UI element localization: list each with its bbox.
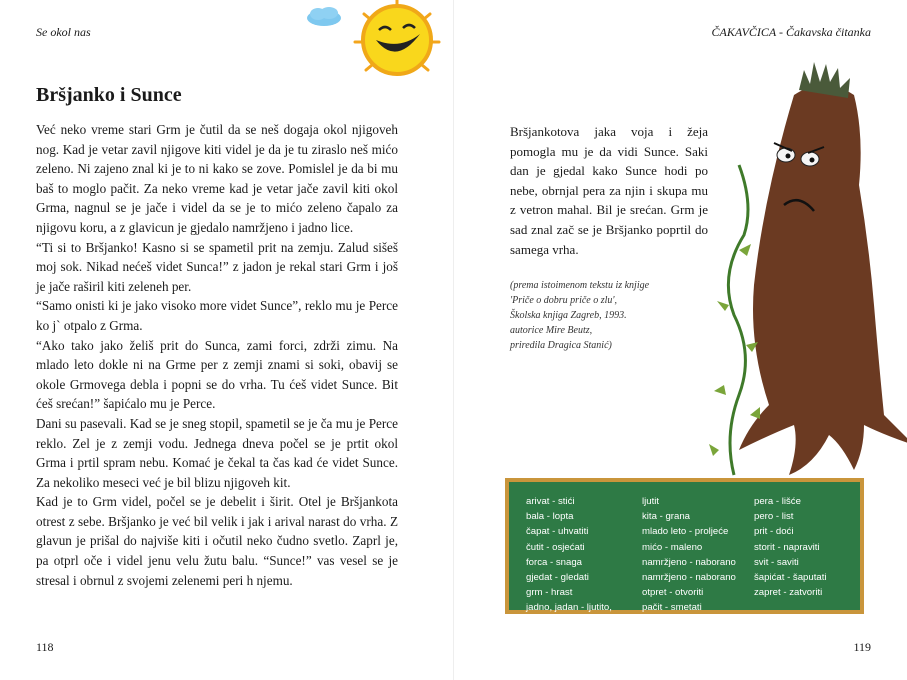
story-title: Bršjanko i Sunce — [36, 84, 182, 106]
glossary-entry: pero - list — [754, 511, 794, 523]
glossary-entry: čapat - uhvatiti — [526, 526, 589, 538]
glossary-entry: svit - saviti — [754, 556, 799, 568]
citation-line: Školska knjiga Zagreb, 1993. — [510, 310, 627, 321]
glossary-entry: storit - napraviti — [754, 541, 820, 553]
citation-line: 'Priče o dobru priče o zlu', — [510, 295, 618, 306]
glossary-column-2 — [642, 494, 736, 616]
glossary-entry: šapićat - šaputati — [754, 572, 827, 584]
glossary-board — [505, 478, 864, 614]
glossary-entry: gjedat - gledati — [526, 572, 589, 584]
glossary-entry: prit - doći — [754, 526, 794, 538]
page-number-right: 119 — [853, 640, 871, 654]
glossary-entry: arivat - stići — [526, 496, 575, 507]
story-paragraph: Već neko vreme stari Grm je čutil da se neš dogaja okol njigoveh nog. Kad je vetar zavil njigove kiti videl je da je tu ziraslo neš mićo zeleno. Ni zajeno znal ki je to ni kako se zove. Pomislel je da bi mu baš to moglo pačit. Za neko vreme kad je vetar jače zavil kiti okol Grma, nagnul se je jače i videl da se je to mićo zeleno čapalo za njigovu koru, a z glavicun je gjedalo namržjeno i jadno lice. — [36, 122, 398, 235]
running-title-right: ČAKAVČICA - Čakavska čitanka — [711, 25, 871, 39]
glossary-entry: otpret - otvoriti — [642, 587, 704, 599]
story-paragraph: “Ti si to Bršjanko! Kasno si se spametil prit na zemju. Zalud sišeš moj sok. Nikad nećeš videt Sunca!” z jadon je rekal stari Grm i još je jače raširil kiti zeleneh per. — [36, 239, 398, 294]
citation-line: priredila Dragica Stanić) — [510, 340, 612, 351]
glossary-entry: kita - grana — [642, 511, 690, 523]
glossary-entry: ljutit — [642, 496, 660, 507]
glossary-entry: mićo - maleno — [642, 541, 703, 553]
running-title-left: Se okol nas — [36, 25, 91, 39]
story-body — [36, 120, 398, 590]
glossary-entry: pačit - smetati — [642, 602, 702, 614]
glossary-column-1 — [526, 494, 612, 616]
glossary-entry: grm - hrast — [526, 587, 573, 599]
glossary-column-3 — [754, 494, 827, 600]
glossary-entry: namržjeno - naborano — [642, 556, 736, 568]
story-paragraph: Kad je to Grm videl, počel se je debelit i širit. Otel je Bršjankota otrest z sebe. Bršjanko je već bil velik i jak i arival narast do vrha. Z glavun je prišal do najviše kiti i očutil neko čudno svetlo. Zaprl je, pa otprl oče i videl jenu velu žutu balu. “Sunce!” vas vesel se je stresal i obrnul z svojemi zelenemi peri h njemu. — [36, 494, 398, 588]
page-gutter — [453, 0, 454, 680]
story-ending-paragraph: Bršjankotova jaka voja i žeja pomogla mu je da vidi Sunce. Saki dan je gjedal kako Sunce hodi po nebe, obrnjal pera za njin i skupa mu z vetron mahal. Bil je srećan. Grm je sad znal zač se je Bršjanko poprtil do samega vrha. — [510, 124, 708, 257]
glossary-entry: namržjeno - naborano — [642, 572, 736, 584]
citation-line: autorice Mire Beutz, — [510, 325, 593, 336]
cloud-illustration — [305, 5, 343, 27]
glossary-entry: pera - lišće — [754, 496, 801, 507]
ivy-illustration — [728, 165, 748, 475]
glossary-entry: bala - lopta — [526, 511, 574, 523]
glossary-entry: čutit - osjećati — [526, 541, 585, 553]
citation-line: (prema istoimenom tekstu iz knjige — [510, 280, 650, 291]
sun-illustration — [352, 0, 442, 80]
page-number-left: 118 — [36, 640, 54, 654]
story-paragraph: “Ako tako jako želiš prit do Sunca, zami forci, zdrži zimu. Na mlado leto dokle ni na Grme per z zemji znami si soki, obavij se okole Grmovega debla i popni se do vrha. Tu ćeš videt Sunce. Bit ćeš srećan!” šapićalo mu je Perce. — [36, 337, 398, 412]
story-paragraph: Dani su pasevali. Kad se je sneg stopil, spametil se je ča mu je Perce reklo. Zel je z zemji vodu. Jednega dneva počel se je prtit okol Grma i prtil spram nebu. Komać je čekal ta čas kad će videt Sunce. Za nekoliko meseci već je bil blizu njigoveh kit. — [36, 415, 398, 490]
story-paragraph: “Samo onisti ki je jako visoko more videt Sunce”, reklo mu je Perce ko j` otpalo z Grma. — [36, 298, 398, 333]
glossary-entry: jadno, jadan - ljutito, — [526, 602, 612, 614]
glossary-entry: mlado leto - proljeće — [642, 526, 729, 538]
glossary-entry: zapret - zatvoriti — [754, 587, 823, 599]
glossary-entry: forca - snaga — [526, 556, 582, 568]
